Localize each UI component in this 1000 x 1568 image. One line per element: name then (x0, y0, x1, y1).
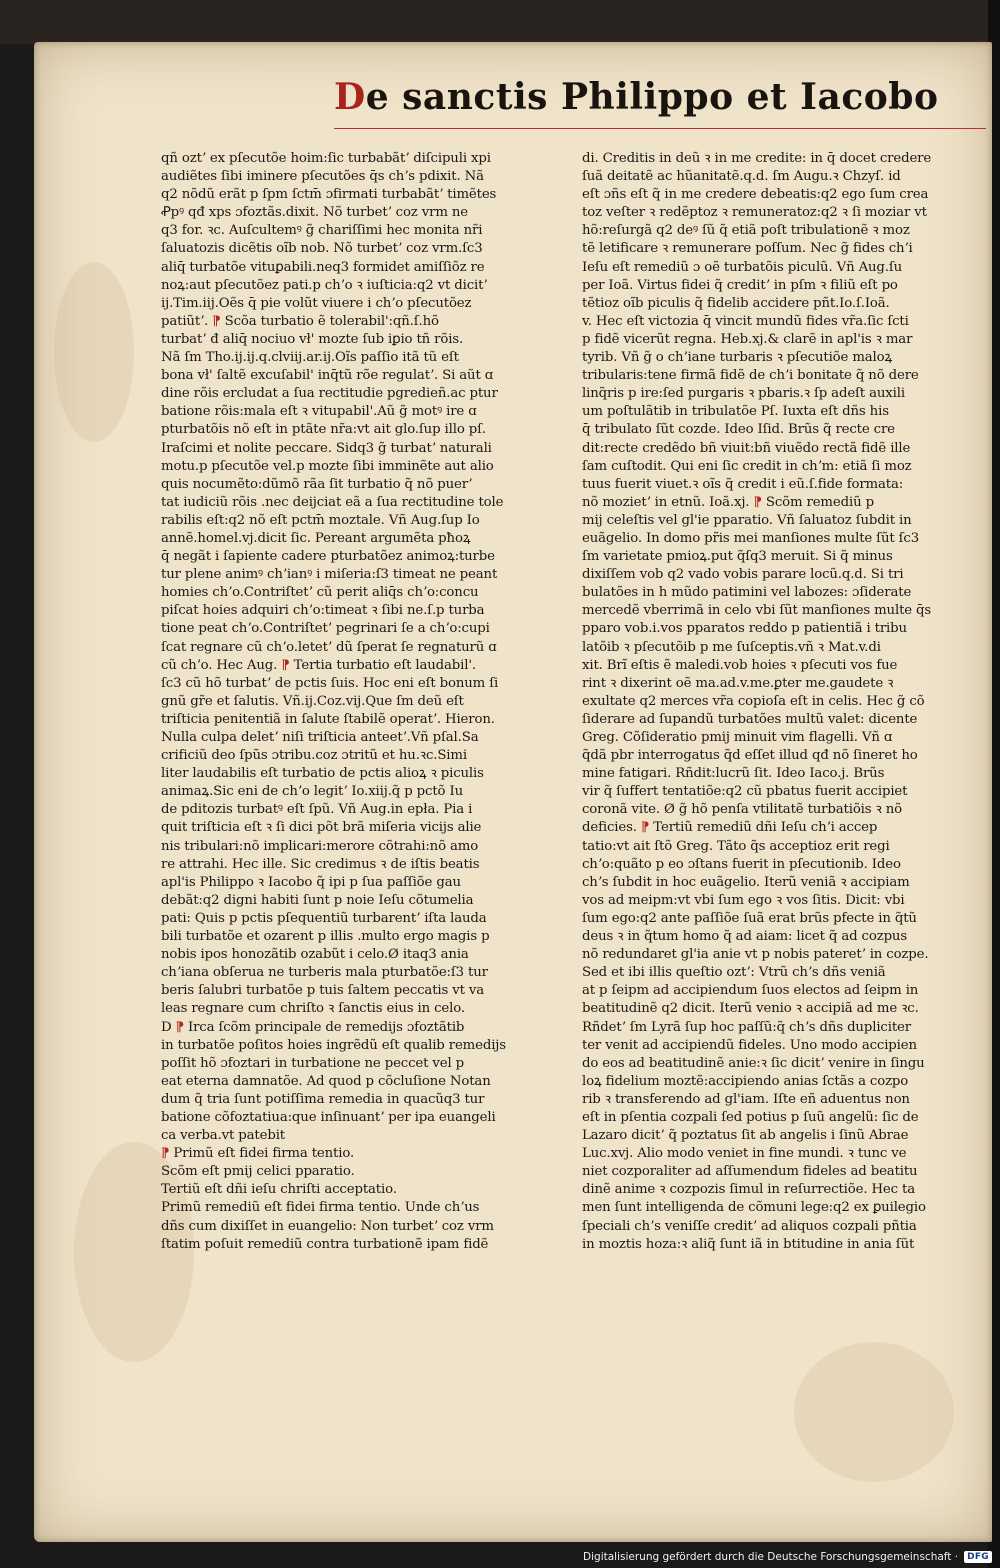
rubric-mark: ⁋ (640, 820, 650, 836)
text-line: bili turbatõe et ozarent p illis .multo ergo magis p (161, 929, 490, 945)
text-line: men ſunt intelligenda de cõmuni lege:q2 ex ꝑuilegio (582, 1200, 926, 1216)
text-line: Nulla culpa deletʼ niſi triſticia anteetʼ.Vñ pſal.Sa (161, 730, 479, 745)
text-line: v. Hec eſt victozia q̄ vincit mundũ fides vr̃a.ſic ſcti (582, 313, 909, 329)
text-line: euãgelio. In domo pr̃is mei manſiones multe ſũt ſc3 (582, 530, 920, 546)
text-line: at p ſeipm ad accipiendum ſuos electos ad ſeipm in (582, 983, 919, 999)
text-line: ſcat regnare cũ chʼo.letetʼ dũ ſperat ſe regnaturũ ɑ (161, 639, 497, 655)
text-line: de pditozis turbatꝰ eſt ſpũ. Vñ Aug.in epła. Pia i (161, 802, 473, 818)
text-line: Luc.xvj. Alio modo veniet in fine mundi. ꝛ tunc ve (582, 1146, 907, 1162)
text-line: Sed et ibi illis queſtio oztʼ: Vtrũ chʼs dñs veniã (582, 965, 886, 981)
text-line: audiẽtes ſibi iminere pſecutões q̄s chʼs pdixit. Nã (161, 169, 484, 185)
scan-background-top (0, 0, 1000, 44)
text-line: triſticia penitentiã in ſalute ſtabilẽ operatʼ. Hieron. (161, 711, 495, 727)
text-line: ſtatim poſuit remediũ contra turbationẽ ipam fidẽ (161, 1236, 489, 1252)
paper-stain (54, 262, 134, 442)
text-line: dinẽ anime ꝛ cozpozis ſimul in reſurrectiõe. Hec ta (582, 1182, 915, 1198)
text-line: dñs cum dixiſſet in euangelio: Non turbetʼ coz vrm (161, 1218, 494, 1234)
funding-notice: Digitalisierung gefördert durch die Deutsche Forschungsgemeinschaft · (583, 1551, 959, 1563)
text-line: aliq̄ turbatõe vituꝑabili.neq3 formidet amiſſiõz re (161, 259, 485, 275)
text-line: tribularis:tene firmã fidẽ de chʼi bonitate q̃ nõ dere (582, 368, 919, 384)
text-line: poſſit hõ ɔfoztari in turbatione ne peccet vel p (161, 1055, 465, 1071)
text-line: latõib ꝛ pſecutõib p me ſuſceptis.vñ ꝛ Mat.v.di (582, 639, 881, 655)
text-line: leas regnare cum chriſto ꝛ ſanctis eius in celo. (161, 1001, 465, 1017)
text-column-left (161, 150, 557, 1390)
text-line: in moztis hoza:ꝛ aliq̃ ſunt iã in btitudine in ania ſũt (582, 1236, 915, 1252)
text-line: deficies. ⁋ Tertiũ remediũ dñi Ieſu chʼi accep (582, 820, 878, 836)
text-line: annẽ.homel.vj.dicit ſic. Pereant argumẽta pħoꝝ (161, 530, 471, 546)
text-line: quis nocumẽto:dũmõ rãa ſit turbatio q̃ nõ puerʼ (161, 476, 473, 492)
text-line: ca verba.vt patebit (161, 1128, 285, 1144)
text-line: Ieſu eſt remediũ ɔ oẽ turbatõis piculũ. Vñ Aug.ſu (582, 259, 903, 275)
text-line: rint ꝛ dixerint oẽ ma.ad.v.me.ꝑter me.gaudete ꝛ (582, 675, 894, 691)
text-line: tione peat chʼo.Contriſtetʼ pegrinari ſe a chʼo:cupi (161, 621, 490, 637)
text-line: in turbatõe poſitos hoies ingrẽdũ eſt qualib remedijs (161, 1037, 506, 1053)
text-line: mine fatigari. Rñdit:lucrũ ſit. Ideo Iaco.j. Brũs (582, 766, 885, 782)
running-title (334, 76, 964, 132)
text-line: Iraſcimi et nolite peccare. Sidq3 g̃ turbatʼ naturali (161, 440, 492, 456)
text-line: patiũtʼ. ⁋ Scõa turbatio ẽ tolerabil':qñ.ſ.hõ (161, 313, 439, 329)
rubric-mark: ⁋ (212, 313, 221, 329)
text-line: Primũ remediũ eſt fidei firma tentio. Unde chʼus (161, 1200, 480, 1216)
text-line: apl'is Philippo ꝛ Iacobo q̃ ipi p ſua paſſiõe gau (161, 874, 461, 890)
text-line: rib ꝛ transferendo ad gl'iam. Iſte eñ aduentus non (582, 1091, 910, 1107)
text-line: debãt:q2 digni habiti ſunt p noie Ieſu cõtumelia (161, 892, 474, 908)
text-line: Lazaro dicitʼ q̃ poztatus ſit ab angelis i ſinũ Abrae (582, 1128, 909, 1144)
text-line: vos ad meipm:vt vbi ſum ego ꝛ vos ſitis. Dicit: vbi (582, 892, 905, 908)
text-line: nobis ipos honozãtib ozabũt i celo.Ø itaq3 ania (161, 947, 469, 963)
rubric-mark: ⁋ (753, 494, 762, 510)
text-line: ſaluatozis dicẽtis oĩb nob. Nõ turbetʼ coz vrm.ſc3 (161, 241, 483, 257)
text-line: q̃dã pbr interrogatus q̃d eſſet illud qđ nõ ſineret ho (582, 748, 918, 764)
title-rule (334, 128, 986, 129)
text-line: ter venit ad accipiendũ fideles. Uno modo accipien (582, 1037, 917, 1053)
text-line: ⁋ Primũ eſt fidei firma tentio. (161, 1146, 355, 1162)
text-line: linq̃ris p ire:ſed purgaris ꝛ pbaris.ꝛ ſp adeſt auxili (582, 386, 905, 402)
text-line: mij celeſtis vel gl'ie pparatio. Vñ ſaluatoz ſubdit in (582, 512, 912, 528)
text-line: q̄ negãt i ſapiente cadere pturbatõez animoꝝ:turbe (161, 549, 495, 565)
text-line: Nã ſm Tho.ij.ij.q.clviij.ar.ij.Oĩs paſſio itã tũ eſt (161, 350, 459, 366)
text-line: chʼiana obſerua ne turberis mala pturbatõe:ſ3 tur (161, 965, 488, 981)
book-page (34, 42, 992, 1542)
text-line: exultate q2 merces vr̃a copioſa eſt in celis. Hec g̃ cõ (582, 693, 925, 709)
text-line: batione cõfoztatiua:que inſinuantʼ per ipa euangeli (161, 1109, 496, 1125)
text-line: do eos ad beatitudinẽ anie:ꝛ ſic dicitʼ venire in ſingu (582, 1055, 925, 1071)
text-line: turbatʼ đ aliq̄ nociuo vł' mozte ſub iꝑio tñ rõis. (161, 331, 464, 347)
text-line: hõ:reſurgã q2 deꝰ ſũ q̃ etiã poſt tribulationẽ ꝛ moz (582, 223, 910, 239)
text-line: beris ſalubri turbatõe p tuis ſaltem peccatis vt va (161, 983, 485, 999)
text-line: nõ mozietʼ in etnũ. Ioã.xj. ⁋ Scõm remediũ p (582, 494, 874, 510)
text-line: coronã vite. Ø g̃ hõ penſa vtilitatẽ turbatiõis ꝛ nõ (582, 802, 903, 818)
text-line: animaꝝ.Sic eni de chʼo legitʼ Io.xiij.q̃ p pctõ Iu (161, 784, 463, 800)
text-line: toz veſter ꝛ redẽptoz ꝛ remuneratoz:q2 ꝛ ſi moziar vt (582, 205, 927, 221)
text-line: dixiſſem vob q2 vado vobis parare locũ.q.d. Si tri (582, 567, 904, 583)
text-line: Scõm eſt pmij celici pparatio. (161, 1164, 355, 1180)
text-line: tyrib. Vñ g̃ o chʼiane turbaris ꝛ pſecutiõe maloꝝ (582, 350, 893, 366)
text-line: niet cozporaliter ad aſſumendum fideles ad beatitu (582, 1164, 918, 1180)
title-initial: D (334, 76, 366, 118)
text-line: eat eterna damnatõe. Ad quod p cõcluſione Notan (161, 1073, 491, 1089)
text-line: ſam cuſtodit. Qui eni ſic credit in chʼm: etiã ſi moz (582, 458, 912, 474)
text-line: um poſtulãtib in tribulatõe Pſ. Iuxta eſt dñs his (582, 404, 889, 420)
text-line: nõ redundaret gl'ia anie vt p nobis pateretʼ in cozpe. (582, 947, 929, 963)
text-line: pparo vob.i.vos pparatos reddo p patientiã i tribu (582, 621, 907, 637)
text-line: ij.Tim.iij.Oẽs q̄ pie volũt viuere i chʼo pſecutõez (161, 295, 472, 311)
text-line: vir q̃ ſuffert tentatiõe:q2 cũ pbatus fuerit accipiet (582, 784, 908, 800)
text-line: tuus fuerit viuet.ꝛ oĩs q̃ credit i eũ.ſ.fide formata: (582, 476, 904, 492)
text-line: ſc3 cũ hõ turbatʼ de pctis ſuis. Hoc eni eſt bonum ſi (161, 675, 499, 691)
text-line: piſcat hoies adquiri chʼo:timeat ꝛ ſibi ne.ſ.p turba (161, 603, 485, 619)
text-line: motu.p pſecutõe vel.p mozte ſibi imminẽte aut alio (161, 458, 494, 474)
text-line: Ꝓpꝰ qđ xps ɔfoztãs.dixit. Nõ turbetʼ coz vrm ne (161, 205, 468, 221)
text-line: tat iudiciũ rõis .nec deijciat eã a ſua rectitudine tole (161, 494, 504, 510)
text-line: chʼo:quãto p eo ɔſtans fuerit in pſecutionib. Ideo (582, 856, 901, 872)
text-line: re attrahi. Hec ille. Sic credimus ꝛ de iſtis beatis (161, 856, 480, 872)
text-line: ſm varietate pmioꝝ.put q̃ſq3 meruit. Si q̃ minus (582, 549, 893, 565)
text-line: Greg. Cõſideratio pmij minuit vim flagelli. Vñ ɑ (582, 730, 893, 745)
text-line: bulatões in h mũdo patimini vel labozes: ɔſiderate (582, 585, 912, 601)
text-line: mercedẽ vberrimã in celo vbi ſũt manſiones multe q̄s (582, 603, 932, 619)
text-line: eſt ɔñs eſt q̃ in me credere debeatis:q2 ego ſum crea (582, 187, 929, 203)
running-title-text: De sanctis Philippo et Iacobo (334, 76, 939, 118)
text-line: per Ioã. Virtus fidei q̃ creditʼ in pſm ꝛ filiũ eſt po (582, 277, 898, 293)
text-line: loꝝ fidelium moztẽ:accipiendo anias ſctãs a cozpo (582, 1073, 909, 1089)
text-line: deus ꝛ in q̃tum homo q̃ ad aiam: licet q̃ ad cozpus (582, 929, 908, 945)
text-line: gnũ gr̃e et ſalutis. Vñ.ij.Coz.vij.Que ſm deũ eſt (161, 693, 464, 709)
text-line: q3 for. ꝛc. Auſcultemꝰ g̃ chariſſimi hec monita nr̃i (161, 223, 483, 239)
text-line: D ⁋ Irca ſcõm principale de remedijs ɔfoztãtib (161, 1019, 465, 1035)
text-line: batione rõis:mala eſt ꝛ vitupabil'.Aũ g̃ motꝰ ire ɑ (161, 404, 477, 420)
text-line: Tertiũ eſt dñi ieſu chriſti acceptatio. (161, 1182, 397, 1198)
text-line: beatitudinẽ q2 dicit. Iterũ venio ꝛ accipiã ad me ꝛc. (582, 1001, 919, 1017)
text-line: q2 nõdũ erãt p ſpm ſctm̄ ɔfirmati turbabãtʼ timẽtes (161, 187, 497, 203)
text-line: eſt in pſentia cozpali ſed potius p ſuũ angelũ: ſic de (582, 1109, 919, 1125)
text-line: di. Creditis in deũ ꝛ in me credite: in q̄ docet credere (582, 151, 932, 166)
text-line: dum q̃ tria ſunt potiſſima remedia in quacũq3 tur (161, 1091, 485, 1107)
dfg-logo: DFG (964, 1551, 992, 1563)
text-line: ſuã deitatẽ ac hũanitatẽ.q.d. ſm Augu.ꝛ Chzyſ. id (582, 169, 901, 185)
text-line: crificiũ deo ſpũs ɔtribu.coz ɔtritũ et hu.ꝛc.Simi (161, 748, 467, 764)
digitization-footer (560, 1548, 992, 1566)
text-line: Rñdetʼ ſm Lyrã ſup hoc paſſũ:q̃ chʼs dñs dupliciter (582, 1019, 911, 1035)
text-line: tur plene animꝰ chʼianꝰ i miſeria:ſ3 timeat ne peant (161, 567, 498, 583)
text-line: tatio:vt ait ſtõ Greg. Tãto q̃s acceptioz erit regi (582, 838, 890, 854)
text-line: ſiderare ad ſupandũ turbatões multũ valet: dicente (582, 711, 918, 727)
text-line: homies chʼo.Contriſtetʼ cũ perit aliq̄s chʼo:concu (161, 585, 479, 601)
text-line: ſpeciali chʼs veniſſe creditʼ ad aliquos cozpali pñtia (582, 1218, 917, 1234)
text-line: dine rõis ercludat a ſua rectitudie pgredieñ.ac ptur (161, 386, 498, 402)
text-line: bona vł' ſaltẽ excuſabil' inq̄tũ rõe regulatʼ. Si aũt ɑ (161, 368, 494, 384)
text-line: chʼs ſubdit in hoc euãgelio. Iterũ veniã ꝛ accipiam (582, 874, 910, 890)
text-line: cũ chʼo. Hec Aug. ⁋ Tertia turbatio eſt laudabil'. (161, 657, 476, 673)
text-line: p fidẽ vicerũt regna. Heb.xj.& clarẽ in apl'is ꝛ mar (582, 331, 913, 347)
text-line: pturbatõis nõ eſt in ptãte nr̃a:vt ait glo.ſup illo pſ. (161, 422, 486, 438)
text-line: tẽ letificare ꝛ remunerare poſſum. Nec g̃ fides chʼi (582, 241, 913, 257)
text-line: nis tribulari:nõ implicari:merore cõtrahi:nõ amo (161, 838, 479, 854)
rubric-mark: ⁋ (161, 1146, 170, 1162)
text-line: liter laudabilis eſt turbatio de pctis alioꝝ ꝛ piculis (161, 766, 484, 782)
text-line: dit:recte credẽdo bñ viuit:bñ viuẽdo rectã fidẽ ille (582, 440, 911, 456)
text-column-right (582, 150, 978, 1390)
rubric-mark: ⁋ (281, 657, 290, 673)
text-line: pati: Quis p pctis pſequentiũ turbarentʼ iſta lauda (161, 910, 487, 926)
text-line: q̄ tribulato ſũt cozde. Ideo Iſid. Brũs q̃ recte cre (582, 422, 895, 438)
rubric-mark: ⁋ (175, 1019, 184, 1035)
text-line: tẽtioz oĩb piculis q̃ fidelib accidere pñt.Io.ſ.Ioã. (582, 295, 890, 311)
text-line: noꝝ:aut pſecutõez pati.p chʼo ꝛ iuſticia:q2 vt dicitʼ (161, 277, 488, 293)
text-line: qñ oztʼ ex pſecutõe hoim:ſic turbabãtʼ diſcipuli xpi (161, 151, 491, 166)
text-line: quit triſticia eſt ꝛ ſi dici põt brã miſeria vicijs alie (161, 820, 482, 836)
text-line: rabilis eſt:q2 nõ eſt pctm̄ moztale. Vñ Aug.ſup Io (161, 512, 480, 528)
text-line: xit. Brĩ eſtis ẽ maledi.vob hoies ꝛ pſecuti vos fue (582, 657, 898, 673)
text-line: ſum ego:q2 ante paſſiõe ſuã erat brũs pfecte in q̃tũ (582, 910, 917, 926)
